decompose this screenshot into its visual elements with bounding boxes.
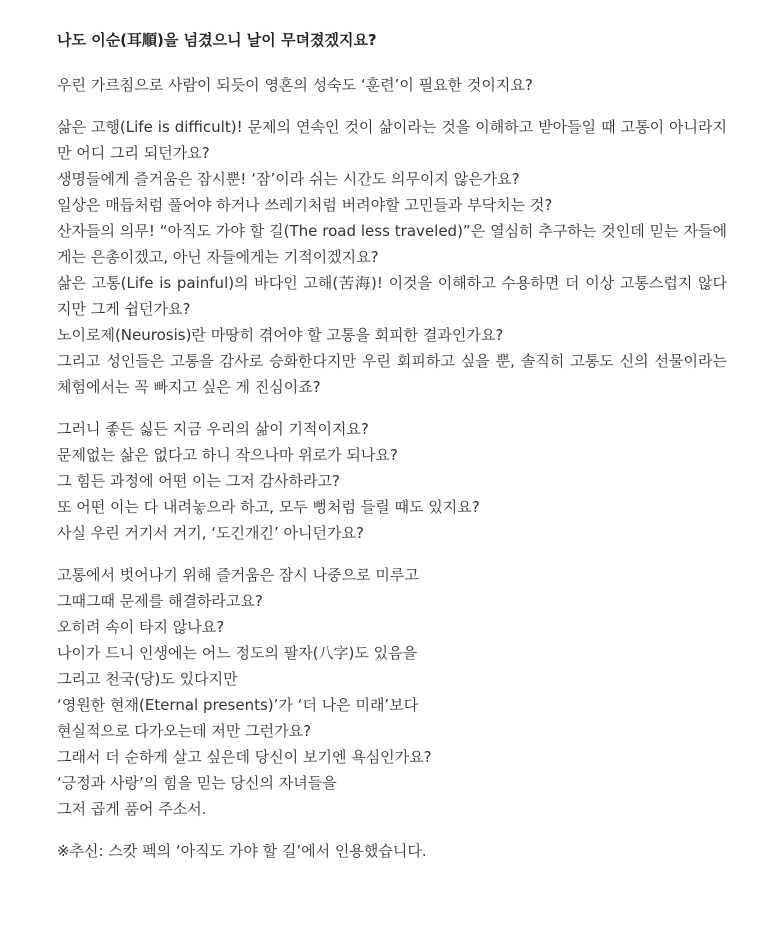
- intro-paragraph: [57, 72, 727, 98]
- section-2-line-2: 문제없는 삶은 없다고 하니 작으나마 위로가 되나요?: [57, 446, 398, 464]
- postscript: ※추신: 스캇 펙의 ‘아직도 가야 할 길’에서 인용했습니다.: [57, 842, 427, 860]
- article: [57, 29, 727, 864]
- section-1: [57, 114, 727, 400]
- section-3-line-9: ‘긍정과 사랑’의 힘을 믿는 당신의 자녀들을: [57, 774, 337, 792]
- section-3-line-4: 나이가 드니 인생에는 어느 정도의 팔자(八字)도 있음을: [57, 644, 418, 662]
- section-2-line-4: 또 어떤 이는 다 내려놓으라 하고, 모두 뻥처럼 들릴 때도 있지요?: [57, 498, 480, 516]
- section-1-line-2: 생명들에게 즐거움은 잠시뿐! ‘잠’이라 쉬는 시간도 의무이지 않은가요?: [57, 170, 520, 188]
- section-3-line-8: 그래서 더 순하게 살고 싶은데 당신이 보기엔 욕심인가요?: [57, 748, 432, 766]
- section-3-line-5: 그리고 천국(당)도 있다지만: [57, 670, 238, 688]
- section-3: [57, 562, 727, 822]
- section-2: [57, 416, 727, 546]
- intro-text: 우린 가르침으로 사람이 되듯이 영혼의 성숙도 ‘훈련’이 필요한 것이지요?: [57, 76, 533, 94]
- section-1-line-3: 일상은 매듭처럼 풀어야 하거나 쓰레기처럼 버려야할 고민들과 부닥치는 것?: [57, 196, 553, 214]
- section-1-line-5: 삶은 고통(Life is painful)의 바다인 고해(苦海)! 이것을 이해하고 수용하면 더 이상 고통스럽지 않다지만 그게 쉽던가요?: [57, 274, 727, 318]
- section-1-line-7: 그리고 성인들은 고통을 감사로 승화한다지만 우린 회피하고 싶을 뿐, 솔직히 고통도 신의 선물이라는 체험에서는 꼭 빠지고 싶은 게 진심이죠?: [57, 352, 727, 396]
- section-1-line-1: 삶은 고행(Life is difficult)! 문제의 연속인 것이 삶이라는 것을 이해하고 받아들일 때 고통이 아니라지만 어디 그리 되던가요?: [57, 118, 727, 162]
- section-3-line-7: 현실적으로 다가오는데 저만 그런가요?: [57, 722, 312, 740]
- section-2-line-1: 그러니 좋든 싫든 지금 우리의 삶이 기적이지요?: [57, 420, 369, 438]
- section-3-line-1: 고통에서 벗어나기 위해 즐거움은 잠시 나중으로 미루고: [57, 566, 419, 584]
- section-1-line-4: 산자들의 의무! “아직도 가야 할 길(The road less traveled)”은 열심히 추구하는 것인데 믿는 자들에게는 은총이겠고, 아닌 자들에게는 기적이겠지요?: [57, 222, 727, 266]
- section-3-line-10: 그저 곱게 품어 주소서.: [57, 800, 207, 818]
- section-1-line-6: 노이로제(Neurosis)란 마땅히 겪어야 할 고통을 회피한 결과인가요?: [57, 326, 504, 344]
- section-2-line-5: 사실 우린 거기서 거기, ‘도긴개긴’ 아니던가요?: [57, 524, 364, 542]
- section-3-line-6: ‘영원한 현재(Eternal presents)’가 ‘더 나은 미래’보다: [57, 696, 419, 714]
- article-title: 나도 이순(耳順)을 넘겼으니 날이 무뎌졌겠지요?: [57, 31, 377, 49]
- section-3-line-2: 그때그때 문제를 해결하라고요?: [57, 592, 263, 610]
- section-3-line-3: 오히려 속이 타지 않나요?: [57, 618, 225, 636]
- section-2-line-3: 그 힘든 과정에 어떤 이는 그저 감사하라고?: [57, 472, 340, 490]
